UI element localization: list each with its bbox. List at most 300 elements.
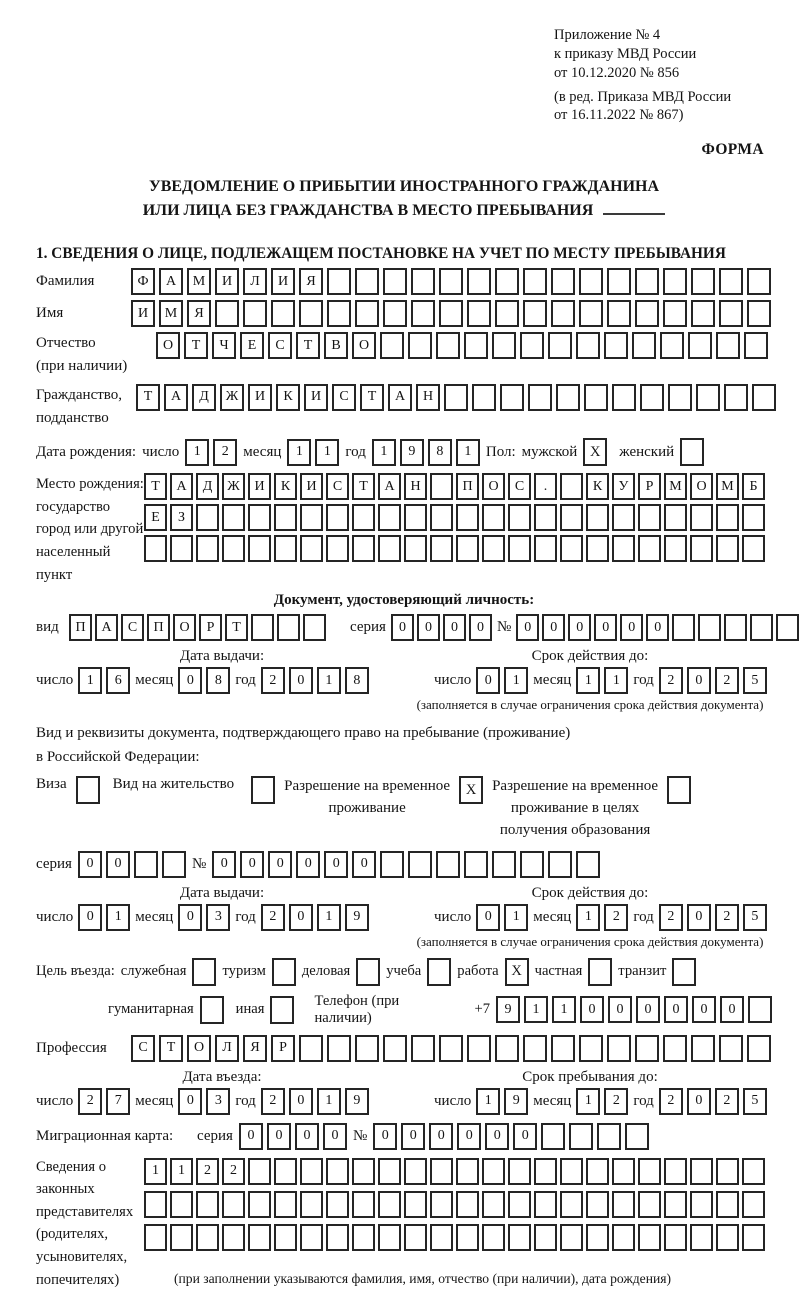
char-cell[interactable] <box>411 268 435 295</box>
char-cell[interactable] <box>430 1191 453 1218</box>
char-cell[interactable]: О <box>187 1035 211 1062</box>
char-cell[interactable] <box>326 535 349 562</box>
char-cell[interactable] <box>607 1035 631 1062</box>
char-cell[interactable]: Е <box>240 332 264 359</box>
char-cell[interactable]: 0 <box>457 1123 481 1150</box>
char-cell[interactable] <box>716 1158 739 1185</box>
char-cell[interactable]: З <box>170 504 193 531</box>
char-cell[interactable] <box>744 332 768 359</box>
char-cell[interactable] <box>170 1191 193 1218</box>
char-cell[interactable] <box>378 1158 401 1185</box>
char-cell[interactable] <box>747 1035 771 1062</box>
char-cell[interactable]: 0 <box>443 614 466 641</box>
char-cell[interactable]: 3 <box>206 1088 230 1115</box>
purpose-transit-checkbox[interactable] <box>672 958 696 986</box>
char-cell[interactable] <box>534 1158 557 1185</box>
sex-female-checkbox[interactable] <box>680 438 704 466</box>
char-cell[interactable]: Б <box>742 473 765 500</box>
char-cell[interactable] <box>430 535 453 562</box>
char-cell[interactable] <box>690 1191 713 1218</box>
char-cell[interactable]: С <box>332 384 356 411</box>
char-cell[interactable] <box>635 300 659 327</box>
char-cell[interactable] <box>378 504 401 531</box>
char-cell[interactable] <box>560 473 583 500</box>
char-cell[interactable] <box>625 1123 649 1150</box>
char-cell[interactable] <box>299 300 323 327</box>
char-cell[interactable]: 0 <box>485 1123 509 1150</box>
char-cell[interactable]: Л <box>215 1035 239 1062</box>
char-cell[interactable]: 1 <box>287 439 311 466</box>
char-cell[interactable]: 0 <box>516 614 539 641</box>
char-cell[interactable] <box>408 851 432 878</box>
char-cell[interactable] <box>144 1224 167 1251</box>
char-cell[interactable] <box>716 504 739 531</box>
char-cell[interactable] <box>456 1191 479 1218</box>
purpose-official-checkbox[interactable] <box>192 958 216 986</box>
char-cell[interactable] <box>716 332 740 359</box>
char-cell[interactable] <box>274 535 297 562</box>
char-cell[interactable] <box>688 332 712 359</box>
char-cell[interactable]: 1 <box>317 667 341 694</box>
char-cell[interactable] <box>303 614 326 641</box>
char-cell[interactable]: Ж <box>220 384 244 411</box>
char-cell[interactable]: О <box>352 332 376 359</box>
char-cell[interactable]: 6 <box>106 667 130 694</box>
char-cell[interactable]: Р <box>199 614 222 641</box>
char-cell[interactable] <box>508 1158 531 1185</box>
char-cell[interactable] <box>534 1224 557 1251</box>
char-cell[interactable]: 1 <box>576 667 600 694</box>
char-cell[interactable] <box>456 1224 479 1251</box>
char-cell[interactable]: 0 <box>78 904 102 931</box>
char-cell[interactable] <box>612 1191 635 1218</box>
char-cell[interactable]: 2 <box>261 904 285 931</box>
char-cell[interactable]: 0 <box>720 996 744 1023</box>
char-cell[interactable] <box>534 535 557 562</box>
char-cell[interactable] <box>579 268 603 295</box>
char-cell[interactable]: А <box>164 384 188 411</box>
char-cell[interactable]: 1 <box>456 439 480 466</box>
char-cell[interactable] <box>664 1158 687 1185</box>
char-cell[interactable]: 2 <box>78 1088 102 1115</box>
char-cell[interactable]: Т <box>352 473 375 500</box>
char-cell[interactable]: И <box>271 268 295 295</box>
char-cell[interactable]: Р <box>638 473 661 500</box>
char-cell[interactable]: А <box>388 384 412 411</box>
char-cell[interactable] <box>248 1224 271 1251</box>
char-cell[interactable] <box>548 332 572 359</box>
char-cell[interactable]: Т <box>360 384 384 411</box>
char-cell[interactable]: Н <box>416 384 440 411</box>
char-cell[interactable] <box>716 1224 739 1251</box>
purpose-tourism-checkbox[interactable] <box>272 958 296 986</box>
char-cell[interactable] <box>528 384 552 411</box>
char-cell[interactable] <box>170 535 193 562</box>
char-cell[interactable]: 1 <box>552 996 576 1023</box>
char-cell[interactable]: Т <box>136 384 160 411</box>
char-cell[interactable]: 0 <box>295 1123 319 1150</box>
char-cell[interactable] <box>495 1035 519 1062</box>
char-cell[interactable] <box>196 504 219 531</box>
char-cell[interactable]: 1 <box>317 904 341 931</box>
char-cell[interactable] <box>660 332 684 359</box>
char-cell[interactable] <box>632 332 656 359</box>
char-cell[interactable] <box>274 504 297 531</box>
char-cell[interactable]: К <box>274 473 297 500</box>
char-cell[interactable]: Т <box>184 332 208 359</box>
char-cell[interactable] <box>327 268 351 295</box>
char-cell[interactable] <box>638 504 661 531</box>
char-cell[interactable]: 1 <box>170 1158 193 1185</box>
char-cell[interactable] <box>383 1035 407 1062</box>
char-cell[interactable]: 8 <box>206 667 230 694</box>
char-cell[interactable]: 0 <box>620 614 643 641</box>
char-cell[interactable] <box>383 268 407 295</box>
char-cell[interactable]: 1 <box>504 667 528 694</box>
char-cell[interactable] <box>352 1224 375 1251</box>
char-cell[interactable]: 2 <box>213 439 237 466</box>
char-cell[interactable]: О <box>690 473 713 500</box>
char-cell[interactable]: 0 <box>429 1123 453 1150</box>
char-cell[interactable] <box>482 504 505 531</box>
char-cell[interactable] <box>584 384 608 411</box>
char-cell[interactable] <box>248 1158 271 1185</box>
char-cell[interactable] <box>456 504 479 531</box>
char-cell[interactable]: 0 <box>289 1088 313 1115</box>
char-cell[interactable] <box>495 268 519 295</box>
char-cell[interactable]: 0 <box>352 851 376 878</box>
char-cell[interactable]: 0 <box>289 904 313 931</box>
char-cell[interactable] <box>747 268 771 295</box>
char-cell[interactable] <box>508 1191 531 1218</box>
char-cell[interactable] <box>300 1158 323 1185</box>
char-cell[interactable] <box>696 384 720 411</box>
char-cell[interactable] <box>560 1158 583 1185</box>
char-cell[interactable] <box>222 1224 245 1251</box>
char-cell[interactable] <box>464 851 488 878</box>
char-cell[interactable] <box>635 1035 659 1062</box>
char-cell[interactable]: Я <box>299 268 323 295</box>
char-cell[interactable] <box>404 1191 427 1218</box>
char-cell[interactable]: 0 <box>568 614 591 641</box>
char-cell[interactable] <box>579 300 603 327</box>
char-cell[interactable] <box>300 535 323 562</box>
char-cell[interactable]: К <box>586 473 609 500</box>
char-cell[interactable]: 0 <box>594 614 617 641</box>
char-cell[interactable] <box>586 535 609 562</box>
char-cell[interactable]: М <box>159 300 183 327</box>
char-cell[interactable]: Ч <box>212 332 236 359</box>
char-cell[interactable]: 8 <box>345 667 369 694</box>
char-cell[interactable] <box>548 851 572 878</box>
char-cell[interactable]: 0 <box>212 851 236 878</box>
char-cell[interactable]: . <box>534 473 557 500</box>
char-cell[interactable]: 0 <box>106 851 130 878</box>
char-cell[interactable] <box>638 535 661 562</box>
char-cell[interactable] <box>355 268 379 295</box>
char-cell[interactable]: Т <box>225 614 248 641</box>
char-cell[interactable] <box>508 535 531 562</box>
char-cell[interactable] <box>170 1224 193 1251</box>
char-cell[interactable] <box>716 1191 739 1218</box>
char-cell[interactable] <box>569 1123 593 1150</box>
char-cell[interactable] <box>134 851 158 878</box>
sex-male-checkbox[interactable]: X <box>583 438 607 466</box>
char-cell[interactable]: С <box>508 473 531 500</box>
char-cell[interactable]: 9 <box>504 1088 528 1115</box>
visa-checkbox[interactable] <box>76 776 100 804</box>
char-cell[interactable] <box>352 1158 375 1185</box>
char-cell[interactable]: Я <box>187 300 211 327</box>
char-cell[interactable] <box>300 504 323 531</box>
char-cell[interactable] <box>750 614 773 641</box>
char-cell[interactable] <box>607 300 631 327</box>
char-cell[interactable] <box>326 1191 349 1218</box>
char-cell[interactable] <box>716 535 739 562</box>
char-cell[interactable] <box>635 268 659 295</box>
char-cell[interactable] <box>586 504 609 531</box>
char-cell[interactable] <box>523 300 547 327</box>
char-cell[interactable]: С <box>121 614 144 641</box>
char-cell[interactable]: 9 <box>345 904 369 931</box>
char-cell[interactable]: 5 <box>743 904 767 931</box>
char-cell[interactable] <box>691 1035 715 1062</box>
char-cell[interactable] <box>742 1224 765 1251</box>
char-cell[interactable] <box>663 268 687 295</box>
char-cell[interactable] <box>607 268 631 295</box>
char-cell[interactable] <box>277 614 300 641</box>
char-cell[interactable]: 0 <box>664 996 688 1023</box>
char-cell[interactable]: 0 <box>580 996 604 1023</box>
char-cell[interactable] <box>436 332 460 359</box>
char-cell[interactable] <box>747 300 771 327</box>
char-cell[interactable] <box>467 268 491 295</box>
char-cell[interactable]: Т <box>144 473 167 500</box>
char-cell[interactable] <box>551 268 575 295</box>
char-cell[interactable] <box>719 268 743 295</box>
char-cell[interactable]: 1 <box>315 439 339 466</box>
char-cell[interactable]: 2 <box>659 1088 683 1115</box>
char-cell[interactable]: С <box>131 1035 155 1062</box>
edu-permit-checkbox[interactable] <box>667 776 691 804</box>
char-cell[interactable] <box>492 332 516 359</box>
char-cell[interactable] <box>508 1224 531 1251</box>
char-cell[interactable]: 8 <box>428 439 452 466</box>
char-cell[interactable]: И <box>248 384 272 411</box>
char-cell[interactable]: 0 <box>373 1123 397 1150</box>
char-cell[interactable]: М <box>716 473 739 500</box>
char-cell[interactable] <box>690 504 713 531</box>
char-cell[interactable] <box>327 300 351 327</box>
char-cell[interactable] <box>520 851 544 878</box>
char-cell[interactable] <box>355 300 379 327</box>
char-cell[interactable] <box>352 504 375 531</box>
char-cell[interactable] <box>456 535 479 562</box>
char-cell[interactable]: 1 <box>504 904 528 931</box>
char-cell[interactable] <box>215 300 239 327</box>
char-cell[interactable] <box>672 614 695 641</box>
char-cell[interactable] <box>464 332 488 359</box>
char-cell[interactable] <box>326 1224 349 1251</box>
char-cell[interactable] <box>612 1158 635 1185</box>
char-cell[interactable]: У <box>612 473 635 500</box>
purpose-private-checkbox[interactable] <box>588 958 612 986</box>
char-cell[interactable] <box>196 1224 219 1251</box>
char-cell[interactable]: Д <box>196 473 219 500</box>
char-cell[interactable]: 2 <box>715 667 739 694</box>
char-cell[interactable] <box>162 851 186 878</box>
char-cell[interactable] <box>251 614 274 641</box>
char-cell[interactable]: С <box>326 473 349 500</box>
char-cell[interactable] <box>404 504 427 531</box>
char-cell[interactable]: В <box>324 332 348 359</box>
char-cell[interactable] <box>411 300 435 327</box>
char-cell[interactable] <box>355 1035 379 1062</box>
char-cell[interactable] <box>560 535 583 562</box>
char-cell[interactable]: 0 <box>687 904 711 931</box>
char-cell[interactable] <box>612 535 635 562</box>
char-cell[interactable]: 0 <box>692 996 716 1023</box>
char-cell[interactable]: 0 <box>476 904 500 931</box>
char-cell[interactable] <box>380 332 404 359</box>
char-cell[interactable]: 1 <box>604 667 628 694</box>
char-cell[interactable]: 0 <box>178 904 202 931</box>
char-cell[interactable]: И <box>304 384 328 411</box>
char-cell[interactable]: 1 <box>476 1088 500 1115</box>
char-cell[interactable] <box>467 1035 491 1062</box>
char-cell[interactable] <box>691 300 715 327</box>
char-cell[interactable] <box>326 1158 349 1185</box>
char-cell[interactable] <box>586 1191 609 1218</box>
char-cell[interactable]: 2 <box>715 904 739 931</box>
purpose-study-checkbox[interactable] <box>427 958 451 986</box>
char-cell[interactable]: 0 <box>239 1123 263 1150</box>
temp-permit-checkbox[interactable]: X <box>459 776 483 804</box>
char-cell[interactable] <box>776 614 799 641</box>
char-cell[interactable] <box>495 300 519 327</box>
char-cell[interactable]: 1 <box>524 996 548 1023</box>
char-cell[interactable]: 9 <box>345 1088 369 1115</box>
char-cell[interactable]: 0 <box>178 667 202 694</box>
char-cell[interactable] <box>439 1035 463 1062</box>
char-cell[interactable] <box>248 1191 271 1218</box>
char-cell[interactable]: 1 <box>576 904 600 931</box>
char-cell[interactable] <box>560 1224 583 1251</box>
char-cell[interactable] <box>668 384 692 411</box>
char-cell[interactable] <box>482 535 505 562</box>
char-cell[interactable]: 0 <box>401 1123 425 1150</box>
char-cell[interactable] <box>444 384 468 411</box>
char-cell[interactable]: П <box>69 614 92 641</box>
char-cell[interactable]: 1 <box>576 1088 600 1115</box>
char-cell[interactable] <box>604 332 628 359</box>
char-cell[interactable]: Е <box>144 504 167 531</box>
char-cell[interactable] <box>664 535 687 562</box>
residence-permit-checkbox[interactable] <box>251 776 275 804</box>
char-cell[interactable] <box>576 332 600 359</box>
char-cell[interactable]: И <box>300 473 323 500</box>
char-cell[interactable]: 0 <box>542 614 565 641</box>
char-cell[interactable] <box>274 1224 297 1251</box>
char-cell[interactable]: Т <box>296 332 320 359</box>
char-cell[interactable] <box>586 1224 609 1251</box>
char-cell[interactable] <box>326 504 349 531</box>
char-cell[interactable] <box>300 1224 323 1251</box>
char-cell[interactable] <box>560 1191 583 1218</box>
char-cell[interactable] <box>439 268 463 295</box>
char-cell[interactable] <box>742 1158 765 1185</box>
purpose-business-checkbox[interactable] <box>356 958 380 986</box>
char-cell[interactable]: 0 <box>268 851 292 878</box>
char-cell[interactable]: Л <box>243 268 267 295</box>
char-cell[interactable] <box>719 1035 743 1062</box>
char-cell[interactable]: 3 <box>206 904 230 931</box>
char-cell[interactable] <box>752 384 776 411</box>
char-cell[interactable]: О <box>482 473 505 500</box>
char-cell[interactable] <box>664 1224 687 1251</box>
char-cell[interactable]: И <box>248 473 271 500</box>
char-cell[interactable]: 0 <box>608 996 632 1023</box>
char-cell[interactable] <box>724 614 747 641</box>
char-cell[interactable]: 5 <box>743 667 767 694</box>
char-cell[interactable] <box>436 851 460 878</box>
char-cell[interactable] <box>408 332 432 359</box>
char-cell[interactable] <box>430 1158 453 1185</box>
char-cell[interactable]: А <box>95 614 118 641</box>
char-cell[interactable]: 0 <box>78 851 102 878</box>
char-cell[interactable]: 9 <box>496 996 520 1023</box>
char-cell[interactable]: 1 <box>144 1158 167 1185</box>
char-cell[interactable] <box>534 504 557 531</box>
char-cell[interactable]: 2 <box>222 1158 245 1185</box>
char-cell[interactable] <box>404 1224 427 1251</box>
char-cell[interactable]: 1 <box>372 439 396 466</box>
char-cell[interactable] <box>724 384 748 411</box>
char-cell[interactable]: 2 <box>659 667 683 694</box>
char-cell[interactable] <box>742 504 765 531</box>
char-cell[interactable]: И <box>215 268 239 295</box>
char-cell[interactable]: 2 <box>659 904 683 931</box>
char-cell[interactable] <box>378 1191 401 1218</box>
char-cell[interactable]: 1 <box>106 904 130 931</box>
char-cell[interactable]: П <box>147 614 170 641</box>
char-cell[interactable]: А <box>378 473 401 500</box>
char-cell[interactable] <box>560 504 583 531</box>
char-cell[interactable] <box>551 1035 575 1062</box>
char-cell[interactable] <box>196 1191 219 1218</box>
char-cell[interactable] <box>248 504 271 531</box>
char-cell[interactable] <box>404 535 427 562</box>
char-cell[interactable] <box>482 1158 505 1185</box>
char-cell[interactable] <box>576 851 600 878</box>
char-cell[interactable] <box>274 1158 297 1185</box>
char-cell[interactable]: А <box>170 473 193 500</box>
char-cell[interactable]: 5 <box>743 1088 767 1115</box>
char-cell[interactable] <box>523 268 547 295</box>
char-cell[interactable]: Ж <box>222 473 245 500</box>
char-cell[interactable] <box>640 384 664 411</box>
char-cell[interactable]: 0 <box>296 851 320 878</box>
char-cell[interactable] <box>523 1035 547 1062</box>
char-cell[interactable] <box>520 332 544 359</box>
purpose-other-checkbox[interactable] <box>270 996 294 1024</box>
char-cell[interactable]: 0 <box>469 614 492 641</box>
char-cell[interactable]: 2 <box>261 1088 285 1115</box>
char-cell[interactable]: 9 <box>400 439 424 466</box>
char-cell[interactable]: Р <box>271 1035 295 1062</box>
char-cell[interactable] <box>144 535 167 562</box>
char-cell[interactable] <box>690 1224 713 1251</box>
